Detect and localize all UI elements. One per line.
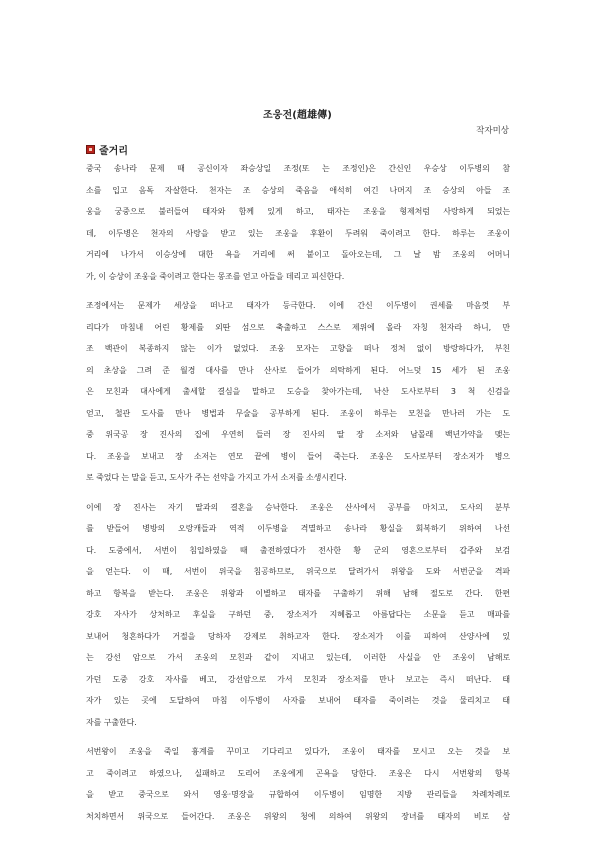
- paragraph: [86, 741, 510, 827]
- paragraph: [86, 497, 510, 734]
- section-heading: [86, 142, 128, 157]
- text-line: 로 죽었다 는 말을 듣고, 도사가 주는 선약을 가지고 가서 소저를 소생시킨다.: [86, 473, 347, 482]
- text-line: 중국 송나라 문제 때 공신이자 좌승상일 조정(또 는 조정인)은 간신인 우승상 이두병의 참: [86, 164, 510, 173]
- text-line: 얻고, 철관 도사를 만나 병법과 무술을 공부하게 된다. 조웅이 하루는 모친을 만나러 가는 도: [86, 408, 510, 418]
- paragraph: [86, 295, 510, 489]
- book-icon: [86, 145, 95, 154]
- text-line: 보내어 청혼하다가 거절을 당하자 강제로 취하고자 한다. 장소저가 이를 피하여 산양사에 있: [86, 631, 510, 641]
- text-line: 데, 이두병은 천자의 사랑을 받고 있는 조웅을 후환이 두려워 죽이려고 한다. 하루는 조웅이: [86, 228, 510, 238]
- text-line: 다. 도중에서, 서번이 침입하였을 때 출전하였다가 전사한 황 군의 영혼으로부터 갑주와 보검: [86, 545, 510, 555]
- text-line: 가, 이 승상이 조웅을 죽이려고 한다는 몽조를 얻고 아들을 데리고 피신한다.: [86, 271, 345, 281]
- text-line: 웅을 궁중으로 불러들여 태자와 함께 있게 하고, 태자는 조웅을 형제처럼 사랑하게 되었는: [86, 207, 510, 216]
- text-line: 처치하면서 위국으로 들어간다. 조웅은 위왕의 청에 의하여 위왕의 장녀를 태자의 비로 삼: [86, 811, 510, 821]
- document-body: [86, 158, 510, 835]
- text-line: 강호 자사가 상처하고 후실을 구하던 중, 장소저가 지혜롭고 아름답다는 소문을 듣고 매파를: [86, 610, 510, 619]
- text-line: 거리에 나가서 이승상에 대한 욕을 거리에 써 붙이고 돌아오는데, 그 날 밤 조웅의 어머니: [86, 250, 510, 259]
- text-line: 자를 구출한다.: [86, 717, 137, 727]
- text-line: 은 모친과 대사에게 출세할 결심을 말하고 도승을 찾아가는데, 낙산 도사로부터 3 척 신검을: [86, 387, 510, 396]
- text-line: 을 얻는다. 이 때, 서번이 위국을 침공하므로, 위국으로 달려가서 위왕을 도와 서번군을 격파: [86, 567, 510, 576]
- text-line: 이에 장 진사는 자기 딸과의 결혼을 승낙한다. 조웅은 산사에서 공부를 마치고, 도사의 분부: [86, 502, 510, 512]
- text-line: 조 백관이 복종하지 않는 이가 없었다. 조웅 모자는 고향을 떠나 정처 없이 방랑하다가, 부친: [86, 344, 510, 353]
- text-line: 의 초상을 그려 준 월경 대사를 만나 산사로 들어가 의탁하게 된다. 어느덧 15 세가 된 조웅: [86, 365, 510, 375]
- text-line: 하고 항복을 받는다. 조웅은 위왕과 이별하고 태자를 구출하기 위해 남해 절도로 간다. 한편: [86, 588, 510, 598]
- text-line: 고 죽이려고 하였으나, 실패하고 도리어 조웅에게 곤욕을 당한다. 조웅은 다시 서번왕의 항복: [86, 768, 510, 778]
- text-line: 를 받들어 병방의 오랑캐들과 역적 이두병을 격멸하고 송나라 황실을 회복하기 위하여 나선: [86, 524, 510, 533]
- text-line: 중 위국공 장 진사의 집에 우연히 들러 장 진사의 딸 장 소저와 남몰래 백년가약을 맺는: [86, 430, 510, 439]
- text-line: 서번왕이 조웅을 죽일 흉계를 꾸미고 기다리고 있다가, 조웅이 태자를 모시고 오는 것을 보: [86, 747, 510, 756]
- text-line: 조정에서는 문제가 세상을 떠나고 태자가 등극한다. 이에 간신 이두병이 권세를 마음껏 부: [86, 301, 510, 310]
- text-line: 가던 도중 강호 자사를 베고, 강선암으로 가서 모친과 장소저를 만나 보고는 즉시 떠난다. 태: [86, 674, 510, 684]
- text-line: 자가 있는 곳에 도달하여 마침 이두병이 사자를 보내어 태자를 죽이려는 것을 물리치고 태: [86, 696, 510, 705]
- text-line: 리다가 마침내 어린 황제를 외딴 섬으로 축출하고 스스로 제위에 올라 자칭 천자라 하니, 만: [86, 322, 510, 332]
- text-line: 는 강선 암으로 가서 조웅의 모친과 같이 지내고 있는데, 이러한 사실을 안 조웅이 남해로: [86, 653, 510, 662]
- document-title: 조웅전(趙雄傳): [263, 110, 332, 121]
- text-line: 을 받고 중국으로 와서 영웅·명장을 규합하여 이두병이 임명한 지방 관리들을 차례차례로: [86, 790, 510, 799]
- text-line: 다. 조웅을 보내고 장 소저는 연모 끝에 병이 들어 죽는다. 조웅은 도사로부터 장소저가 병으: [86, 451, 510, 461]
- section-label: 줄거리: [99, 146, 128, 157]
- paragraph: [86, 158, 510, 287]
- text-line: 소를 입고 음독 자살한다. 천자는 조 승상의 죽음을 애석히 여긴 나머지 조 승상의 아들 조: [86, 185, 510, 195]
- author-label: 작자미상: [476, 126, 509, 136]
